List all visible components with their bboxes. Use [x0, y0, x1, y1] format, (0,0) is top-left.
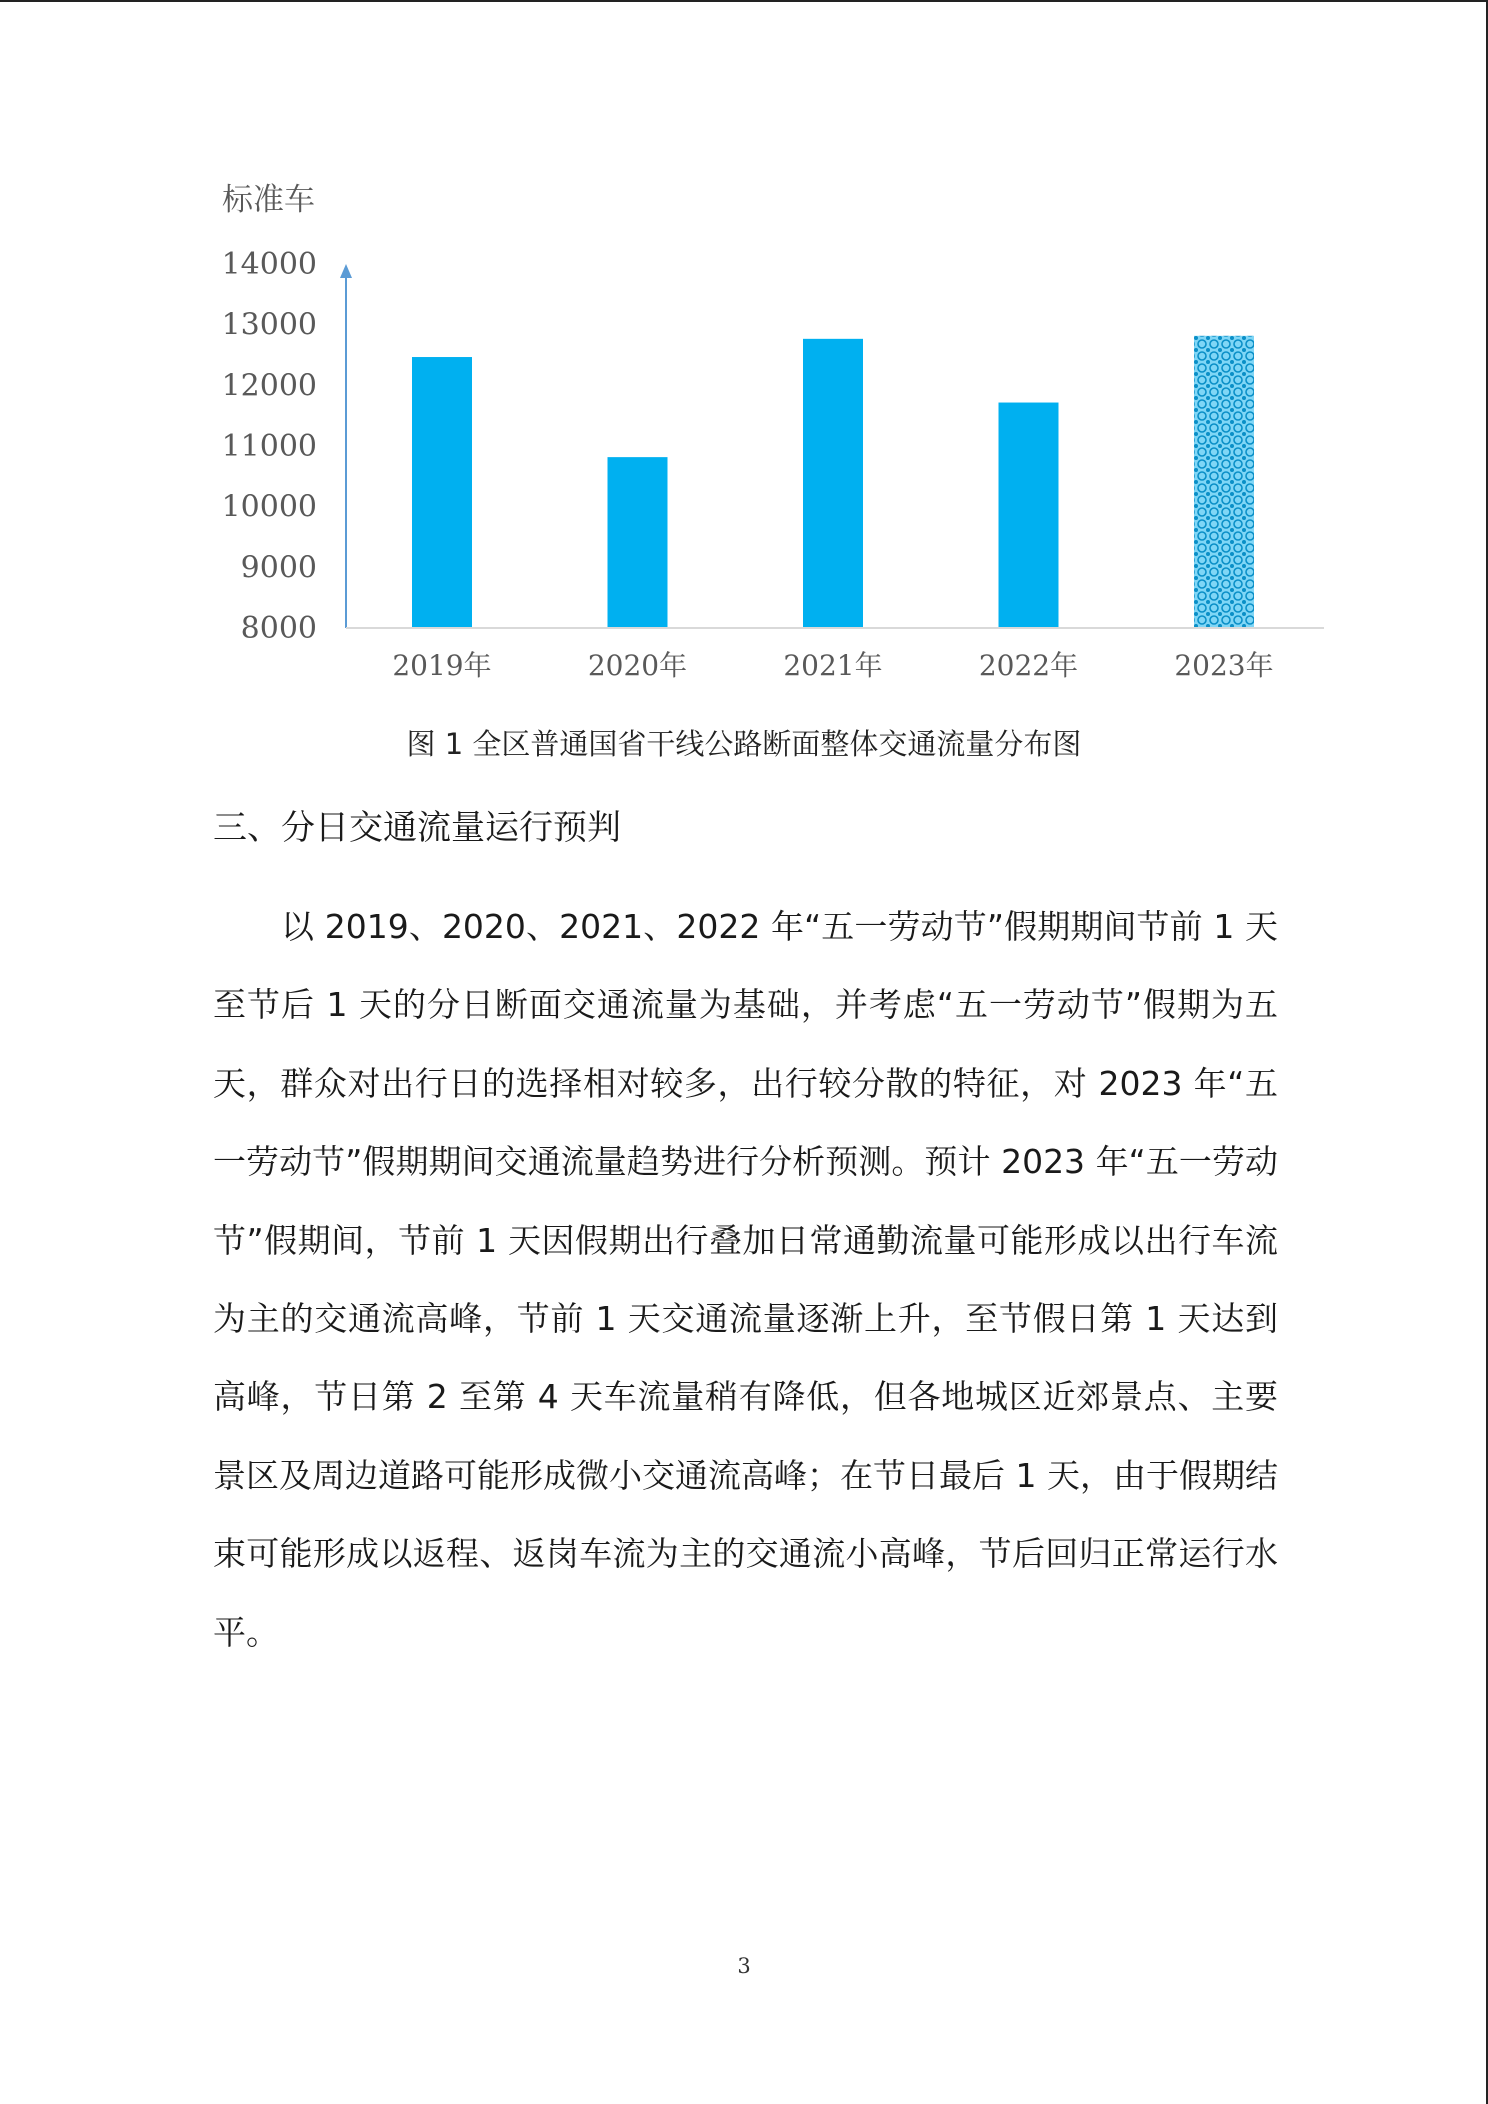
- y-tick-label: 8000: [240, 611, 317, 646]
- body-paragraph: 以 2019、2020、2021、2022 年“五一劳动节”假期期间节前 1 天至节后 1 天的分日断面交通流量为基础，并考虑“五一劳动节”假期为五天，群众对出行日的选择相对较多，出行较分散的特征，对 2023 年“五一劳动节”假期期间交通流量趋势进行分析预测。预计 2023 年“五一劳动节”假期间，节前 1 天因假期出行叠加日常通勤流量可能形成以出行车流为主的交通流高峰，节前 1 天交通流量逐渐上升，至节假日第 1 天达到高峰，节日第 2 至第 4 天车流量稍有降低，但各地城区近郊景点、主要景区及周边道路可能形成微小交通流高峰；在节日最后 1 天，由于假期结束可能形成以返程、返岗车流为主的交通流小高峰，节后回归正常运行水平。: [213, 907, 1278, 1652]
- figure-caption: 图 1 全区普通国省干线公路断面整体交通流量分布图: [406, 727, 1082, 761]
- section-heading: 三、分日交通流量运行预判: [213, 808, 621, 848]
- bars: [412, 336, 1254, 627]
- bar-2020年: [608, 457, 668, 627]
- x-tick-label: 2022年: [978, 649, 1079, 682]
- y-tick-label: 11000: [221, 429, 317, 464]
- x-tick-labels: [392, 649, 1273, 682]
- y-tick-labels: [222, 247, 317, 646]
- y-tick-label: 9000: [240, 550, 317, 586]
- x-tick-label: 2020年: [587, 649, 688, 682]
- y-axis-arrow: [340, 264, 352, 278]
- page-number: 3: [737, 1954, 751, 1978]
- bar-2019年: [412, 357, 472, 627]
- y-axis-title: 标准车: [222, 182, 315, 218]
- x-tick-label: 2019年: [392, 649, 492, 682]
- x-tick-label: 2021年: [783, 649, 883, 682]
- y-tick-label: 10000: [221, 489, 317, 525]
- y-tick-label: 14000: [221, 247, 317, 282]
- traffic-bar-chart: [200, 170, 1350, 690]
- bar-2021年: [803, 339, 863, 627]
- y-tick-label: 13000: [221, 307, 317, 343]
- bar-forecast-2023年: [1194, 336, 1254, 627]
- x-tick-label: 2023年: [1174, 649, 1274, 682]
- bar-2022年: [999, 403, 1059, 627]
- y-tick-label: 12000: [221, 368, 317, 404]
